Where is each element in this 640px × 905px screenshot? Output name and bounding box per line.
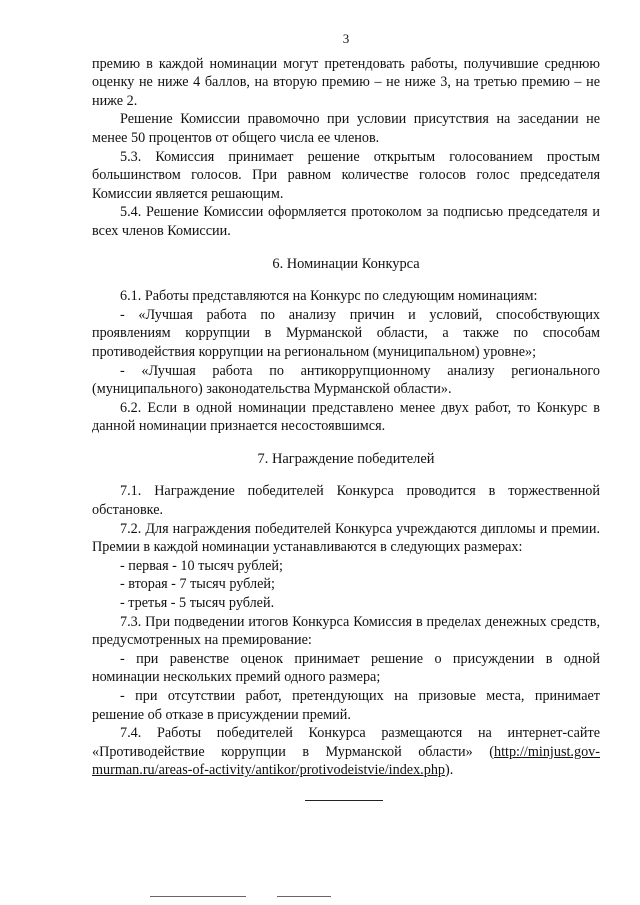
paragraph-7-3-item-1: - при равенстве оценок принимает решение о присуждении в одной номинации нескольких премий одного размера; — [92, 650, 600, 686]
paragraph-7-4-end: ). — [445, 762, 454, 779]
nomination-item-2: - «Лучшая работа по антикоррупционному анализу регионального (муниципального) законодательства Мурманской области». — [92, 362, 600, 398]
section-6-heading: 6. Номинации Конкурса — [272, 255, 420, 272]
section-7-heading: 7. Награждение победителей — [257, 450, 435, 467]
paragraph-7-4 — [92, 724, 600, 780]
nomination-item-1: - «Лучшая работа по анализу причин и условий, способствующих проявлениям коррупции в Мурманской области, а также по способам противодействия коррупции на региональном (муниципальном) уровне»; — [92, 306, 600, 360]
paragraph-7-2: 7.2. Для награждения победителей Конкурса учреждаются дипломы и премии. Премии в каждой номинации устанавливаются в следующих размерах: — [92, 520, 600, 556]
prize-second: - вторая - 7 тысяч рублей; — [120, 576, 275, 593]
paragraph-7-4-text: 7.4. Работы победителей Конкурса размещаются на интернет-сайте «Противодействие коррупции в Мурманской области» ( — [92, 725, 600, 760]
prize-first: - первая - 10 тысяч рублей; — [120, 557, 283, 574]
bottom-edge-mark-right — [277, 896, 331, 897]
paragraph-7-3-item-2: - при отсутствии работ, претендующих на призовые места, принимает решение об отказе в присуждении премий. — [92, 688, 600, 723]
paragraph-5-3: 5.3. Комиссия принимает решение открытым голосованием простым большинством голосов. При равном количестве голосов голос председателя Комиссии является решающим. — [92, 148, 600, 202]
paragraph-6-1: 6.1. Работы представляются на Конкурс по следующим номинациям: — [120, 288, 538, 305]
prize-third: - третья - 5 тысяч рублей. — [120, 595, 275, 612]
bottom-edge-mark-left — [150, 896, 246, 897]
page-number: 3 — [342, 31, 350, 46]
paragraph-quorum: Решение Комиссии правомочно при условии присутствия на заседании не менее 50 процентов от общего числа ее членов. — [92, 111, 600, 146]
website-link[interactable]: http://minjust.gov-murman.ru/areas-of-activity/antikor/protivodeistvie/index.php — [92, 743, 600, 779]
closing-divider — [305, 800, 383, 801]
paragraph-7-3: 7.3. При подведении итогов Конкурса Комиссия в пределах денежных средств, предусмотренных на премирование: — [92, 613, 600, 649]
paragraph-prize-thresholds: премию в каждой номинации могут претендовать работы, получившие среднюю оценку не ниже 4 баллов, на вторую премию – не ниже 3, на третью премию – не ниже 2. — [92, 55, 600, 109]
paragraph-5-4: 5.4. Решение Комиссии оформляется протоколом за подписью председателя и всех членов Комиссии. — [92, 204, 600, 239]
paragraph-7-1: 7.1. Награждение победителей Конкурса проводится в торжественной обстановке. — [92, 483, 600, 519]
document-page — [92, 30, 600, 780]
paragraph-6-2: 6.2. Если в одной номинации представлено менее двух работ, то Конкурс в данной номинации признается несостоявшимся. — [92, 399, 600, 435]
